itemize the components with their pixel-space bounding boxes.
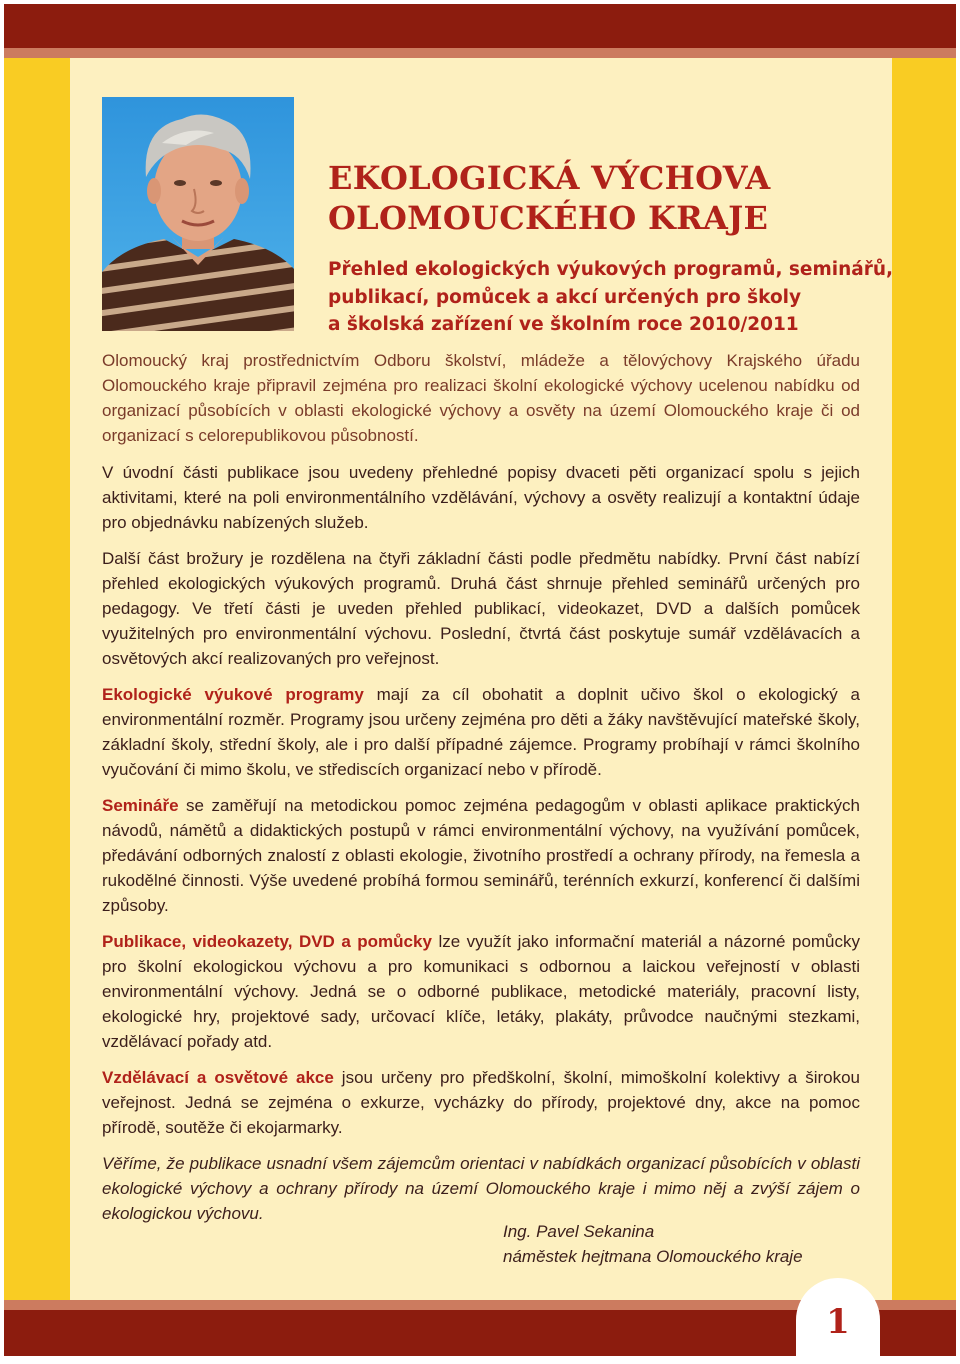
body-text	[102, 348, 860, 1226]
intro-paragraph: Olomoucký kraj prostřednictvím Odboru školství, mládeže a tělovýchovy Krajského úřadu Olomouckého kraje připravil zejména pro realizaci školní ekologické výchovy ucelenou nabídku od organizací působících v oblasti ekologické výchovy a osvěty na území Olomouckého kraje či od organizací s celorepublikovou působností.	[102, 351, 860, 445]
paragraph-events	[102, 1065, 860, 1140]
page-title	[328, 158, 771, 238]
signature-role: náměstek hejtmana Olomouckého kraje	[503, 1247, 803, 1266]
title-line-2: OLOMOUCKÉHO KRAJE	[328, 199, 769, 237]
page-subtitle	[328, 256, 893, 339]
paragraph-structure: Další část brožury je rozdělena na čtyři základní části podle předmětu nabídky. První část nabízí přehled ekologických výukových programů. Druhá část shrnuje přehled seminářů určených pro pedagogy. Ve třetí části je uveden přehled publikací, videokazet, DVD a dalších pomůcek využitelných pro environmentální výchovu. Poslední, čtvrtá část poskytuje sumář vzdělávacích a osvětových akcí realizovaných pro veřejnost.	[102, 549, 860, 668]
seminars-text: se zaměřují na metodickou pomoc zejména pedagogům v oblasti aplikace praktických návodů, námětů a didaktických postupů v rámci environmentální výchovy, na využívání pomůcek, předávání odborných znalostí z oblasti ekologie, životního prostředí a ochrany přírody, na řemesla a rukodělné činnosti. Výše uvedené probíhá formou seminářů, terénních exkurzí, konferencí či dalšími způsoby.	[102, 796, 860, 915]
page-number: 1	[826, 1302, 850, 1342]
programs-heading: Ekologické výukové programy	[102, 685, 364, 704]
top-band	[4, 4, 956, 48]
paragraph-programs	[102, 682, 860, 782]
publications-heading: Publikace, videokazety, DVD a pomůcky	[102, 932, 432, 951]
paragraph-organizations: V úvodní části publikace jsou uvedeny přehledné popisy dvaceti pěti organizací spolu s jejich aktivitami, které na poli environmentálního vzdělávání, výchovy a osvěty realizují a kontaktní údaje pro objednávku nabízených služeb.	[102, 463, 860, 532]
signature	[503, 1219, 803, 1269]
paragraph-publications	[102, 929, 860, 1054]
title-line-1: EKOLOGICKÁ VÝCHOVA	[328, 159, 771, 197]
subtitle-line-3: a školská zařízení ve školním roce 2010/2011	[328, 314, 799, 335]
closing-paragraph: Věříme, že publikace usnadní všem zájemcům orientaci v nabídkách organizací působících v oblasti ekologické výchovy a ochrany přírody na území Olomouckého kraje i mimo něj a zvýší zájem o ekologickou výchovu.	[102, 1154, 860, 1223]
subtitle-line-2: publikací, pomůcek a akcí určených pro školy	[328, 286, 802, 308]
portrait-photo	[102, 97, 294, 331]
top-stripe	[4, 48, 956, 58]
subtitle-line-1: Přehled ekologických výukových programů, seminářů,	[328, 259, 894, 280]
events-text: jsou určeny pro předškolní, školní, mimoškolní kolektivy a širokou veřejnost. Jedná se zejména o exkurze, vycházky do přírody, projektové dny, akce na pomoc přírodě, soutěže či ekojarmarky.	[102, 1068, 861, 1137]
signature-name: Ing. Pavel Sekanina	[503, 1222, 655, 1241]
publications-text: lze využít jako informační materiál a názorné pomůcky pro školní ekologickou výchovu a pro komunikaci s odbornou a laickou veřejností v oblasti environmentální výchovy. Jedná se o odborné publikace, metodické materiály, pracovní listy, ekologické hry, projektové sady, určovací klíče, letáky, plakáty, průvodce naučnými stezkami, vzdělávací pořady atd.	[102, 932, 861, 1051]
seminars-heading: Semináře	[102, 796, 179, 815]
events-heading: Vzdělávací a osvětové akce	[102, 1068, 334, 1087]
paragraph-seminars	[102, 793, 860, 918]
programs-text: mají za cíl obohatit a doplnit učivo škol o ekologický a environmentální rozměr. Programy jsou určeny zejména pro děti a žáky navštěvující mateřské školy, základní školy, střední školy, ale i pro další případné zájemce. Programy probíhají v rámci školního vyučování či mimo školu, ve střediscích organizací nebo v přírodě.	[102, 685, 860, 779]
